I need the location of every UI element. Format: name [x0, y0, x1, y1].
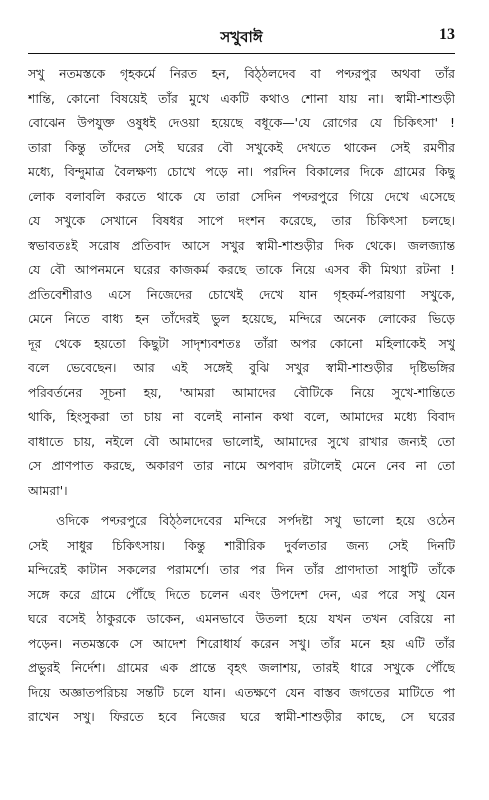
text-line: দূর থেকে হয়তো কিছুটা সাদৃশ্যবশতঃ তাঁরা অপর কোনো মহিলাকেই সখু — [28, 335, 455, 351]
text-line: বাধাতে চায়, নইলে বৌ আমাদের ভালোই, আমাদের সুখে রাখার জন্যই তো — [28, 433, 455, 449]
text-line: যে সখুকে সেখানে বিষধর সাপে দংশন করেছে, তার চিকিৎসা চলছে। — [28, 213, 455, 228]
text-line: স্বভাবতঃই সরোষ প্রতিবাদ আসে সখুর স্বামী-শাশুড়ীর দিক থেকে। জলজ্যান্ত — [28, 237, 455, 253]
text-line: ঘরে বসেই ঠাকুরকে ডাকেন, এমনভাবে উতলা হয়ে যখন তখন বেরিয়ে না — [28, 611, 455, 626]
text-line: তারা কিন্তু তাঁদের সেই ঘরের বৌ সখুকেই দেখতে থাকেন সেই রমণীর — [28, 139, 455, 155]
text-line: সখু নতমস্তকে গৃহকর্মে নিরত হন, বিঠ্‌ঠলদেব বা পণ্ঢরপুর অথবা তাঁর — [28, 66, 455, 81]
paragraph-1 — [28, 62, 455, 503]
text-line: শান্তি, কোনো বিষয়েই তাঁর মুখে একটি কথাও শোনা যায় না। স্বামী-শাশুড়ী — [28, 90, 455, 106]
text-line: প্রভুরই নির্দেশ। গ্রামের এক প্রান্তে বৃহৎ জলাশয়, তারই ধারে সখুকে পৌঁছে — [28, 660, 455, 675]
text-line: প্রতিবেশীরাও এসে নিজেদের চোখেই দেখে যান গৃহকর্ম-পরায়ণা সখুকে, — [28, 286, 455, 302]
text-line: আমরা'। — [28, 482, 68, 498]
page-number: 13 — [439, 26, 455, 43]
text-line: থাকি, হিংসুকরা তা চায় না বলেই নানান কথা বলে, আমাদের মধ্যে বিবাদ — [28, 409, 455, 424]
header-rule — [28, 53, 455, 54]
text-line: লোক বলাবলি করতে থাকে যে তারা সেদিন পণ্ঢরপুরে গিয়ে দেখে এসেছে — [28, 188, 455, 204]
paragraph-2 — [28, 509, 455, 730]
text-line: রাখেন সখু। ফিরতে হবে নিজের ঘরে স্বামী-শাশুড়ীর কাছে, সে ঘরের — [28, 709, 455, 724]
text-line: দিয়ে অজ্ঞাতপরিচয় সন্তটি চলে যান। এতক্ষণে যেন বাস্তব জগতের মাটিতে পা — [28, 684, 455, 700]
text-line: মন্দিরেই কাটান সকলের পরামর্শে। তার পর দিন তাঁর প্রাণদাতা সাধুটি তাঁকে — [28, 562, 455, 577]
text-line: মেনে নিতে বাধ্য হন তাঁদেরই ভুল হয়েছে, মন্দিরে অনেক লোকের ভিড়ে — [28, 311, 455, 326]
text-line: সঙ্গে করে গ্রামে পৌঁছে দিতে চলেন এবং উপদেশ দেন, এর পরে সখু যেন — [28, 586, 455, 602]
running-title: সখুবাঈ — [220, 28, 263, 46]
page-header — [28, 20, 455, 56]
text-line: মধ্যে, বিন্দুমাত্র বৈলক্ষণ্য চোখে পড়ে না। পরদিন বিকালের দিকে গ্রামের কিছু — [28, 164, 455, 179]
text-line: পরিবর্তনের সূচনা হয়, 'আমরা আমাদের বৌটিকে নিয়ে সুখে-শান্তিতে — [28, 384, 455, 400]
body-text — [28, 62, 455, 730]
text-line: সে প্রাণপাত করছে, অকারণ তার নামে অপবাদ রটালেই মেনে নেব না তো — [28, 458, 455, 473]
text-line: ওদিকে পণ্ঢরপুরে বিঠ্‌ঠলদেবের মন্দিরে সর্পদষ্টা সখু ভালো হয়ে ওঠেন — [56, 513, 455, 528]
text-line: বোঝেন উপযুক্ত ওষুধই দেওয়া হয়েছে বধূকে—'যে রোগের যে চিকিৎসা' ! — [28, 115, 455, 130]
text-line: সেই সাধুর চিকিৎসায়। কিন্তু শারীরিক দুর্বলতার জন্য সেই দিনটি — [28, 537, 455, 553]
text-line: বলে ভেবেছেন। আর এই সঙ্গেই বুঝি সখুর স্বামী-শাশুড়ীর দৃষ্টিভঙ্গির — [28, 360, 455, 375]
text-line: পড়েন। নতমস্তকে সে আদেশ শিরোধার্য করেন সখু। তাঁর মনে হয় এটি তাঁর — [28, 635, 455, 651]
text-line: যে বৌ আপনমনে ঘরের কাজকর্ম করছে তাকে নিয়ে এসব কী মিথ্যা রটনা ! — [28, 262, 455, 277]
